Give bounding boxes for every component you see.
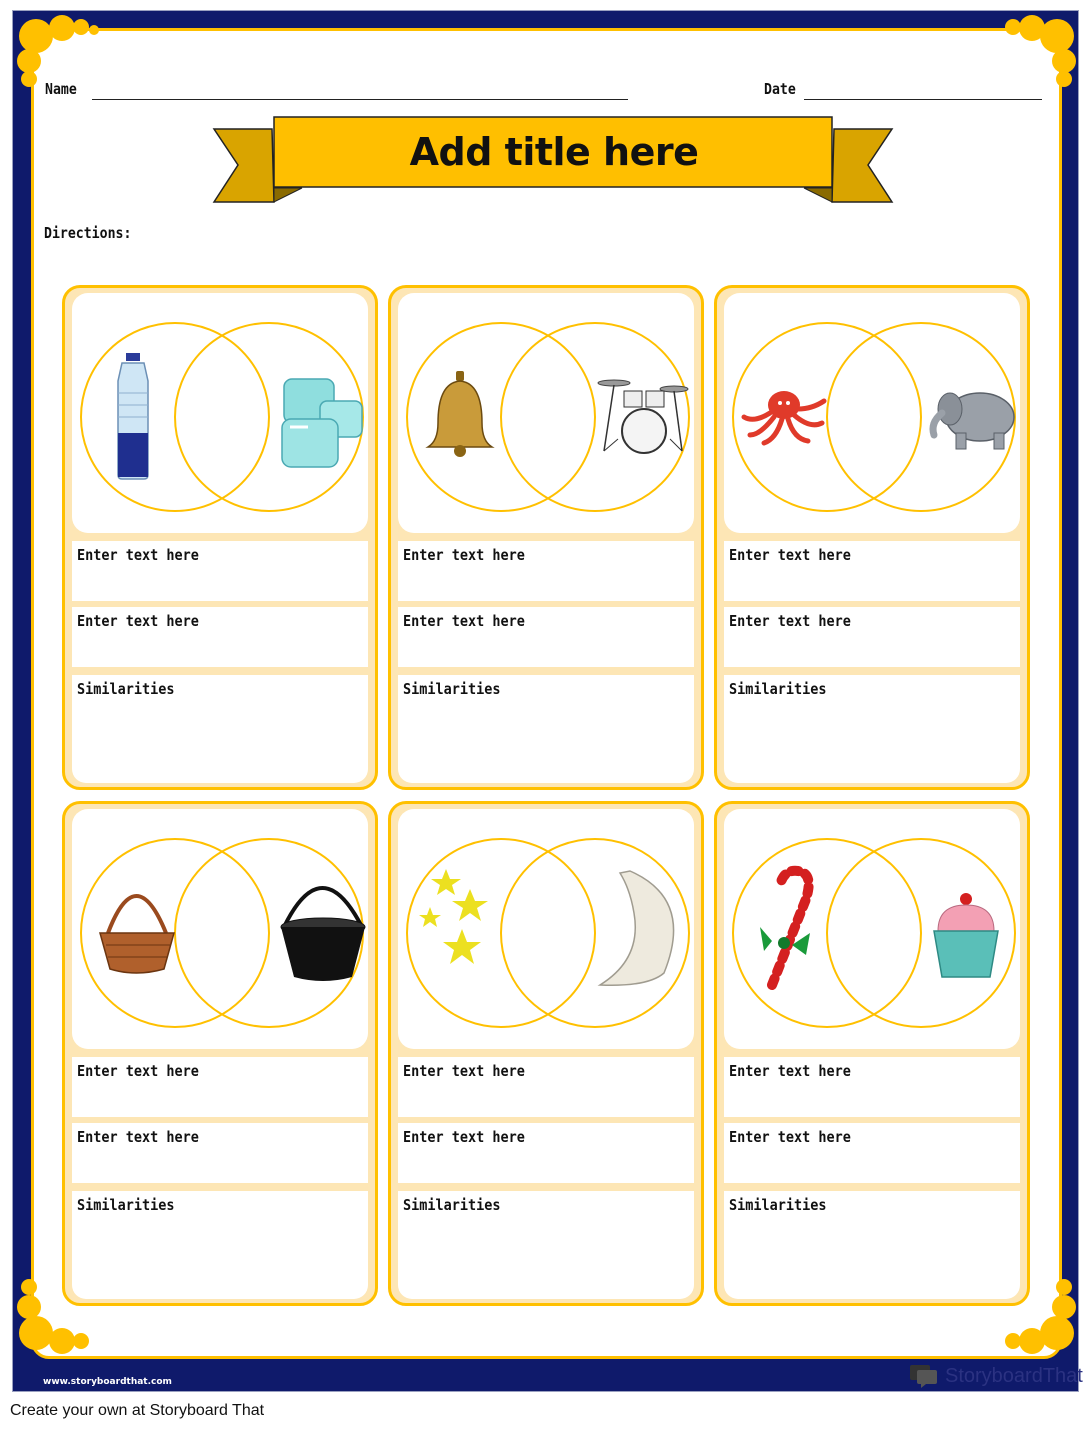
- venn-card-3: [714, 285, 1030, 790]
- text-field-2[interactable]: Enter text here: [724, 607, 1020, 667]
- text-field-2[interactable]: Enter text here: [724, 1123, 1020, 1183]
- similarities-field[interactable]: Similarities: [724, 1191, 1020, 1299]
- similarities-field[interactable]: Similarities: [72, 675, 368, 783]
- venn-diagram: [398, 809, 694, 1049]
- storyboardthat-logo: [909, 1364, 1083, 1388]
- venn-card-6: [714, 801, 1030, 1306]
- elephant-icon: [933, 393, 1014, 449]
- venn-card-5: [388, 801, 704, 1306]
- logo-text: StoryboardThat: [945, 1364, 1083, 1387]
- text-field-1[interactable]: Enter text here: [72, 1057, 368, 1117]
- text-field-2[interactable]: Enter text here: [398, 607, 694, 667]
- basket-icon: [100, 896, 174, 973]
- text-field-1[interactable]: Enter text here: [724, 541, 1020, 601]
- similarities-field[interactable]: Similarities: [72, 1191, 368, 1299]
- venn-diagram: [72, 809, 368, 1049]
- moon-icon: [600, 871, 674, 985]
- ice-cubes-icon: [282, 379, 362, 467]
- name-label: Name: [45, 80, 77, 98]
- venn-card-4: [62, 801, 378, 1306]
- text-field-2[interactable]: Enter text here: [72, 1123, 368, 1183]
- similarities-field[interactable]: Similarities: [724, 675, 1020, 783]
- text-field-1[interactable]: Enter text here: [398, 541, 694, 601]
- drum-kit-icon: [598, 380, 688, 453]
- similarities-field[interactable]: Similarities: [398, 1191, 694, 1299]
- candy-cane-icon: [760, 871, 810, 985]
- venn-card-1: [62, 285, 378, 790]
- venn-diagram: [398, 293, 694, 533]
- stars-icon: [419, 869, 488, 964]
- directions-label: Directions:: [44, 224, 132, 242]
- venn-diagram: [724, 293, 1020, 533]
- text-field-1[interactable]: Enter text here: [72, 541, 368, 601]
- date-line[interactable]: [804, 99, 1042, 100]
- storyboardthat-credit-link[interactable]: Create your own at Storyboard That: [10, 1402, 265, 1419]
- bell-icon: [428, 371, 492, 457]
- text-field-1[interactable]: Enter text here: [398, 1057, 694, 1117]
- venn-diagram: [724, 809, 1020, 1049]
- venn-diagram: [72, 293, 368, 533]
- text-field-2[interactable]: Enter text here: [398, 1123, 694, 1183]
- chat-bubble-icon: [909, 1364, 939, 1388]
- name-line[interactable]: [92, 99, 628, 100]
- text-field-1[interactable]: Enter text here: [724, 1057, 1020, 1117]
- cupcake-icon: [934, 893, 998, 977]
- footer-url[interactable]: www.storyboardthat.com: [43, 1377, 172, 1387]
- text-field-2[interactable]: Enter text here: [72, 607, 368, 667]
- date-label: Date: [764, 80, 796, 98]
- water-bottle-icon: [118, 353, 148, 479]
- similarities-field[interactable]: Similarities: [398, 675, 694, 783]
- bucket-icon: [281, 888, 365, 981]
- page-title[interactable]: Add title here: [409, 130, 699, 174]
- venn-card-2: [388, 285, 704, 790]
- octopus-icon: [744, 391, 824, 443]
